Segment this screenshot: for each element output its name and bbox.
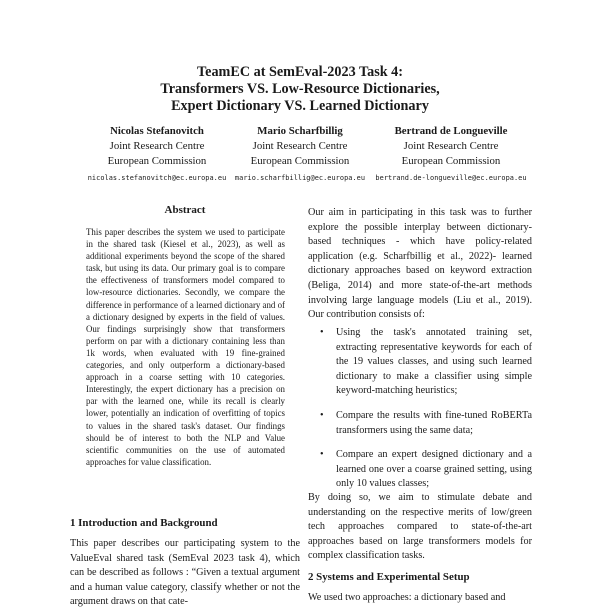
list-item	[318, 409, 532, 438]
author-name: Mario Scharfbillig	[257, 125, 343, 137]
section-heading-introduction: 1 Introduction and Background	[70, 517, 218, 529]
bullet-icon: •	[320, 409, 324, 421]
author-email[interactable]: nicolas.stefanovitch@ec.europa.eu	[87, 174, 227, 182]
author-name: Nicolas Stefanovitch	[110, 125, 204, 137]
section-heading-systems: 2 Systems and Experimental Setup	[308, 571, 470, 583]
author-name: Bertrand de Longueville	[394, 125, 508, 137]
list-item	[318, 326, 532, 399]
title-line-1: TeamEC at SemEval-2023 Task 4:	[196, 64, 403, 80]
author-affiliation: Joint Research Centre	[403, 140, 499, 152]
list-item-text: Using the task's annotated training set, extracting representative keywords for each of the 19 values classes, and using such learned dictionary to make a classifier using simple keyword-matching heuristics;	[336, 327, 532, 397]
bullet-icon: •	[320, 449, 324, 461]
author-affiliation: Joint Research Centre	[109, 140, 205, 152]
abstract-heading: Abstract	[164, 204, 206, 216]
author-block	[371, 124, 531, 187]
right-intro-paragraph: Our aim in participating in this task was to further explore the possible interplay between dictionary-based techniques - which have policy-related application (e.g. Scharfbillig et al., 2022)- learned dictionary approaches based on keyword extraction (Beliga, 2014) and more state-of-the-art methods involving large language models (Liu et al., 2019). Our contribution consists of:	[308, 207, 532, 321]
bullet-icon: •	[320, 327, 324, 338]
title-line-3: Expert Dictionary VS. Learned Dictionary	[171, 98, 429, 114]
abstract-text: This paper describes the system we used to participate in the shared task (Kiesel et al., 2023), as well as additional experiments beyond the scope of the shared task, but using its data. Our primary goal is to compare the effectiveness of transformers model compared to low-resource dictionaries. Secondly, we compare the difference in performance of a learned dictionary and of a dictionary designed by experts in the field of values. Our findings surprisingly show that transformers perform on par with a dictionary containing less than 1k words, when evaluated with 19 fine-grained categories, and only outperform a dictionary-based approach in a coarse setting with 10 categories. Interestingly, the expert dictionary has a precision on par with the learned one, while its recall is clearly lower, potentially an indication of overfitting of topics to values in the shared task's dataset. Our findings should be of interest to both the NLP and Value scientific communities on the use of automated approaches for value classification.	[86, 227, 285, 467]
introduction-paragraph: This paper describes our participating system to the ValueEval shared task (SemEval 2023 task 4), which can be described as follows : “Given a textual argument and a human value category, classify whether or not the argument draws on that cate-	[70, 538, 300, 608]
author-email[interactable]: bertrand.de-longueville@ec.europa.eu	[375, 174, 527, 182]
author-block	[77, 124, 237, 187]
author-organization: European Commission	[401, 155, 501, 167]
list-item-text: Compare the results with fine-tuned RoBERTa transformers using the same data;	[336, 409, 532, 436]
author-block	[220, 124, 380, 187]
title-line-2: Transformers VS. Low-Resource Dictionaries,	[160, 81, 440, 97]
right-closing-paragraph: By doing so, we aim to stimulate debate and understanding on the respective merits of low/green tech approaches compared to state-of-the-art approaches based on large transformers models for complex classification tasks.	[308, 492, 532, 562]
list-item	[318, 448, 532, 492]
author-organization: European Commission	[250, 155, 350, 167]
systems-paragraph: We used two approaches: a dictionary based and	[308, 592, 506, 603]
contribution-list	[318, 326, 532, 502]
author-email[interactable]: mario.scharfbillig@ec.europa.eu	[234, 174, 366, 182]
author-affiliation: Joint Research Centre	[252, 140, 348, 152]
paper-title	[0, 64, 600, 115]
author-organization: European Commission	[107, 155, 207, 167]
list-item-text: Compare an expert designed dictionary and a learned one over a coarse grained setting, using only 10 values classes;	[336, 449, 532, 490]
